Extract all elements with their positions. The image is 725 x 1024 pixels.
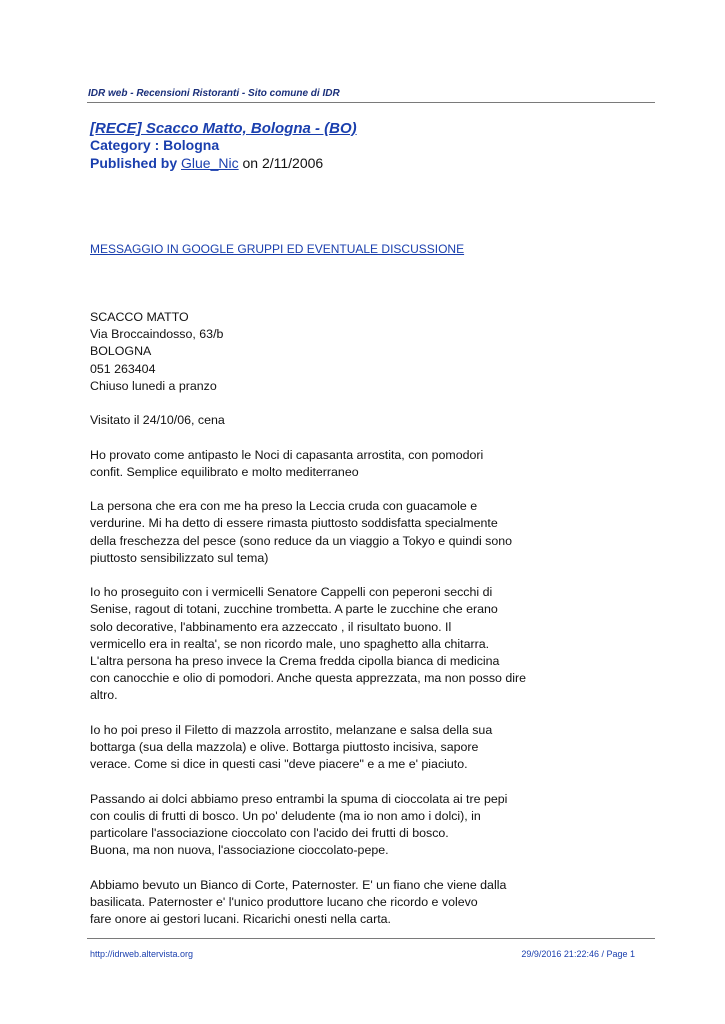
restaurant-address	[90, 309, 540, 395]
paragraph-line: verace. Come si dice in questi casi "deve piacere" e a me e' piaciuto.	[90, 757, 468, 772]
paragraph-line: bottarga (sua della mazzola) e olive. Bottarga piuttosto incisiva, sapore	[90, 740, 479, 754]
publish-date: on 2/11/2006	[242, 155, 324, 171]
paragraph-line: altro.	[90, 688, 118, 703]
review-body	[90, 309, 540, 945]
paragraph-line: verdurine. Mi ha detto di essere rimasta piuttosto soddisfatta specialmente	[90, 516, 498, 531]
site-header: IDR web - Recensioni Ristoranti - Sito comune di IDR	[88, 88, 340, 99]
paragraph-line: Abbiamo bevuto un Bianco di Corte, Paternoster. E' un fiano che viene dalla	[90, 877, 507, 892]
paragraph-line: vermicello era in realta', se non ricordo male, uno spaghetto alla chitarra.	[90, 636, 490, 651]
footer-url[interactable]: http://idrweb.altervista.org	[90, 949, 194, 959]
paragraph-line: solo decorative, l'abbinamento era azzeccato , il risultato buono. Il	[90, 619, 452, 634]
paragraph-line: fare onore ai gestori lucani. Ricarichi onesti nella carta.	[90, 912, 391, 926]
paragraph-line: con canocchie e olio di pomodori. Anche questa apprezzata, ma non posso dire	[90, 671, 527, 686]
published-label: Published by	[90, 155, 178, 171]
author-link[interactable]: Glue_Nic	[181, 155, 239, 171]
post-title[interactable]: [RECE] Scacco Matto, Bologna - (BO)	[90, 120, 357, 137]
paragraph-line: con coulis di frutti di bosco. Un po' deludente (ma io non amo i dolci), in	[90, 808, 481, 823]
review-paragraph	[90, 447, 540, 481]
paragraph-line: della freschezza del pesce (sono reduce da un viaggio a Tokyo e quindi sono	[90, 533, 513, 548]
paragraph-line: La persona che era con me ha preso la Leccia cruda con guacamole e	[90, 499, 478, 514]
paragraph-line: piuttosto sensibilizzato sul tema)	[90, 550, 269, 565]
footer-divider	[87, 938, 655, 939]
header-divider	[87, 102, 655, 103]
review-paragraph	[90, 498, 540, 567]
post-category: Category : Bologna	[90, 137, 220, 153]
paragraph-line: Buona, ma non nuova, l'associazione cioccolato-pepe.	[90, 843, 389, 858]
paragraph-line: Visitato il 24/10/06, cena	[90, 413, 225, 428]
paragraph-line: Ho provato come antipasto le Noci di capasanta arrostita, con pomodori	[90, 447, 484, 462]
google-groups-link[interactable]: MESSAGGIO IN GOOGLE GRUPPI ED EVENTUALE DISCUSSIONE	[90, 242, 465, 256]
review-paragraph	[90, 722, 540, 774]
review-paragraph	[90, 584, 540, 704]
paragraph-line: Passando ai dolci abbiamo preso entrambi la spuma di cioccolata ai tre pepi	[90, 791, 508, 806]
paragraph-line: basilicata. Paternoster e' l'unico produttore lucano che ricordo e volevo	[90, 894, 478, 909]
paragraph-line: particolare l'associazione cioccolato con l'acido dei frutti di bosco.	[90, 826, 449, 840]
paragraph-line: Senise, ragout di totani, zucchine trombetta. A parte le zucchine che erano	[90, 602, 498, 617]
restaurant-closing-day: Chiuso lunedi a pranzo	[90, 378, 217, 393]
post-byline	[90, 155, 323, 171]
restaurant-name: SCACCO MATTO	[90, 310, 189, 324]
paragraph-line: Io ho proseguito con i vermicelli Senatore Cappelli con peperoni secchi di	[90, 585, 493, 600]
restaurant-phone: 051 263404	[90, 361, 156, 376]
review-paragraph	[90, 791, 540, 860]
paragraph-line: confit. Semplice equilibrato e molto mediterraneo	[90, 464, 359, 479]
paragraph-line: L'altra persona ha preso invece la Crema fredda cipolla bianca di medicina	[90, 654, 500, 668]
paragraph-line: Io ho poi preso il Filetto di mazzola arrostito, melanzane e salsa della sua	[90, 722, 493, 737]
restaurant-street: Via Broccaindosso, 63/b	[90, 327, 224, 342]
review-paragraph	[90, 412, 540, 429]
review-paragraphs	[90, 412, 540, 928]
restaurant-city: BOLOGNA	[90, 344, 152, 359]
footer-timestamp-page: 29/9/2016 21:22:46 / Page 1	[521, 949, 635, 959]
review-paragraph	[90, 877, 540, 929]
